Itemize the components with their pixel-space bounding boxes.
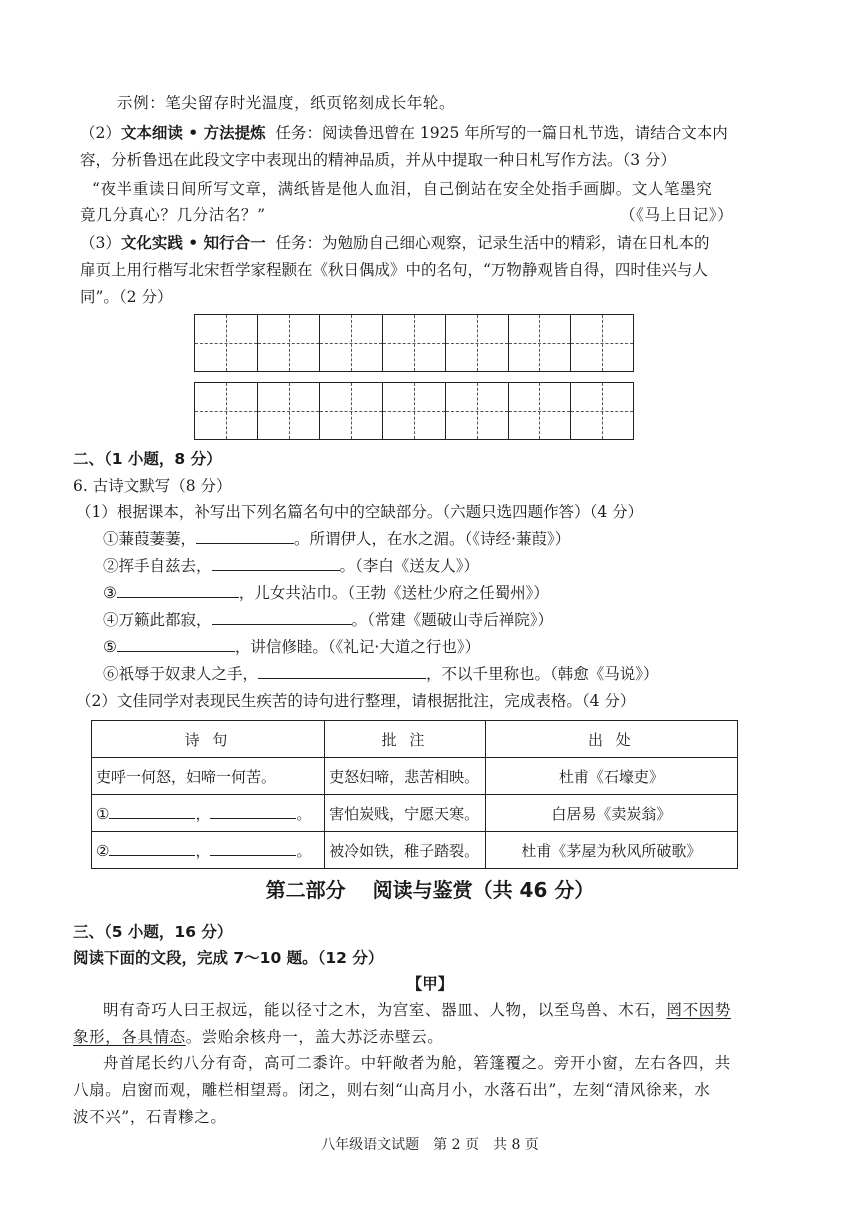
answer-blank[interactable] — [258, 677, 426, 679]
note-cell: 害怕炭贱，宁愿天寒。 — [325, 795, 486, 832]
question-number: （3） — [80, 234, 121, 252]
source-cell: 白居易《卖炭翁》 — [485, 795, 737, 832]
note-cell: 吏怒妇啼，悲苦相映。 — [325, 758, 486, 795]
passage-para-1-cont — [73, 1030, 443, 1046]
question-6-1: （1）根据课本，补写出下列名篇名句中的空缺部分。（六题只选四题作答）（4 分） — [76, 503, 644, 521]
grid-cell[interactable] — [383, 383, 446, 439]
answer-blank[interactable] — [117, 650, 235, 652]
page-footer: 八年级语文试题 第 2 页 共 8 页 — [321, 1137, 539, 1153]
section-2-title: 二、（1 小题，8 分） — [73, 450, 222, 468]
passage-text: 。尝贻余核舟一，盖大苏泛赤壁云。 — [185, 1028, 444, 1046]
question-6-title: 6. 古诗文默写（8 分） — [73, 477, 232, 495]
quote-source: （《马上日记》） — [620, 206, 734, 224]
item-suffix: ，不以千里称也。（韩愈《马说》） — [426, 665, 659, 683]
blank-number: ① — [96, 804, 110, 823]
grid-cell[interactable] — [258, 383, 321, 439]
answer-blank[interactable] — [109, 854, 195, 856]
grid-cell[interactable] — [446, 315, 509, 371]
item-prefix: ①蒹葭萋萋， — [103, 530, 197, 548]
question-6-2: （2）文佳同学对表现民生疾苦的诗句进行整理，请根据批注，完成表格。（4 分） — [76, 692, 636, 710]
writing-grid-row-1[interactable] — [194, 314, 634, 372]
answer-blank[interactable] — [210, 817, 296, 819]
verse-cell[interactable] — [92, 832, 325, 869]
section-3-title: 三、（5 小题，16 分） — [73, 923, 233, 941]
grid-cell[interactable] — [320, 315, 383, 371]
question-5-3-line2: 扉页上用行楷写北宋哲学家程颢在《秋日偶成》中的名句，“万物静观皆自得，四时佳兴与人 — [80, 261, 708, 279]
question-5-3-line3: 同”。（2 分） — [80, 288, 173, 306]
grid-cell[interactable] — [195, 383, 258, 439]
quote-line2: 竟几分真心？几分沽名？” — [80, 206, 266, 224]
example-line: 示例：笔尖留存时光温度，纸页铭刻成长年轮。 — [117, 94, 456, 112]
part-2-title: 第二部分 阅读与鉴赏（共 46 分） — [265, 878, 595, 902]
recite-item-3 — [103, 586, 549, 602]
recite-item-4 — [103, 613, 553, 629]
item-prefix: ⑥祇辱于奴隶人之手， — [103, 665, 259, 683]
grid-cell[interactable] — [446, 383, 509, 439]
end-mark: 。 — [296, 804, 312, 823]
source-cell: 杜甫《茅屋为秋风所破歌》 — [485, 832, 737, 869]
answer-blank[interactable] — [196, 542, 294, 544]
grid-cell[interactable] — [571, 315, 633, 371]
grid-cell[interactable] — [509, 315, 572, 371]
item-prefix: ③ — [103, 584, 117, 602]
header-note: 批 注 — [325, 721, 486, 758]
task-text: 任务：为勉励自己细心观察，记录生活中的精彩，请在日札本的 — [275, 234, 710, 252]
underlined-text: 象形，各具情态 — [73, 1028, 186, 1046]
passage-para-2-line1: 舟首尾长约八分有奇，高可二黍许。中轩敞者为舱，箬篷覆之。旁开小窗，左右各四，共 — [103, 1054, 731, 1072]
question-heading: 文化实践 • 知行合一 — [120, 234, 266, 252]
question-5-2-line1 — [80, 126, 728, 142]
recite-item-6 — [103, 667, 659, 683]
reading-instruction: 阅读下面的文段，完成 7～10 题。（12 分） — [73, 949, 384, 967]
note-cell: 被冷如铁，稚子踏裂。 — [325, 832, 486, 869]
grid-cell[interactable] — [383, 315, 446, 371]
passage-jia-label: 【甲】 — [406, 975, 454, 993]
question-number: （2） — [80, 124, 121, 142]
recite-item-5 — [103, 640, 480, 656]
recite-item-1 — [103, 532, 570, 548]
grid-cell[interactable] — [509, 383, 572, 439]
item-suffix: 。（李白《送友人》） — [339, 557, 480, 575]
separator: ， — [195, 841, 211, 860]
separator: ， — [195, 804, 211, 823]
answer-blank[interactable] — [210, 854, 296, 856]
poem-table — [91, 720, 738, 869]
item-suffix: 。（常建《题破山寺后禅院》） — [351, 611, 554, 629]
verse-cell: 吏呼一何怒，妇啼一何苦。 — [92, 758, 325, 795]
item-prefix: ④万籁此都寂， — [103, 611, 212, 629]
question-5-3-line1 — [80, 236, 709, 252]
passage-text: 明有奇巧人曰王叔远，能以径寸之木，为宫室、器皿、人物，以至鸟兽、木石， — [103, 1001, 667, 1019]
grid-cell[interactable] — [320, 383, 383, 439]
table-row — [92, 832, 738, 869]
passage-para-1 — [103, 1003, 731, 1019]
passage-para-2-line3: 波不兴”，石青糁之。 — [73, 1108, 227, 1126]
blank-number: ② — [96, 841, 110, 860]
end-mark: 。 — [296, 841, 312, 860]
underlined-text: 罔不因势 — [666, 1001, 731, 1019]
answer-blank[interactable] — [117, 596, 239, 598]
answer-blank[interactable] — [212, 623, 352, 625]
table-row — [92, 795, 738, 832]
answer-blank[interactable] — [212, 569, 340, 571]
writing-grid-row-2[interactable] — [194, 382, 634, 440]
grid-cell[interactable] — [258, 315, 321, 371]
grid-cell[interactable] — [195, 315, 258, 371]
source-cell: 杜甫《石壕吏》 — [485, 758, 737, 795]
grid-cell[interactable] — [571, 383, 633, 439]
quote-line1: “夜半重读日间所写文章，满纸皆是他人血泪，自己倒站在安全处指手画脚。文人笔墨究 — [92, 180, 713, 198]
table-header-row — [92, 721, 738, 758]
question-5-2-line2: 容，分析鲁迅在此段文字中表现出的精神品质，并从中提取一种日札写作方法。（3 分） — [80, 151, 677, 169]
question-heading: 文本细读 • 方法提炼 — [120, 124, 266, 142]
verse-cell[interactable] — [92, 795, 325, 832]
passage-para-2-line2: 八扇。启窗而观，雕栏相望焉。闭之，则右刻“山高月小，水落石出”，左刻“清风徐来，水 — [73, 1081, 711, 1099]
answer-blank[interactable] — [109, 817, 195, 819]
table-row — [92, 758, 738, 795]
recite-item-2 — [103, 559, 479, 575]
item-suffix: ，讲信修睦。（《礼记·大道之行也》） — [234, 638, 481, 656]
task-text: 任务：阅读鲁迅曾在 1925 年所写的一篇日札节选，请结合文本内 — [275, 124, 728, 142]
header-verse: 诗 句 — [92, 721, 325, 758]
header-source: 出 处 — [485, 721, 737, 758]
item-prefix: ⑤ — [103, 638, 117, 656]
item-prefix: ②挥手自兹去， — [103, 557, 212, 575]
item-suffix: ，儿女共沾巾。（王勃《送杜少府之任蜀州》） — [238, 584, 549, 602]
item-suffix: 。所谓伊人，在水之湄。（《诗经·蒹葭》） — [294, 530, 571, 548]
